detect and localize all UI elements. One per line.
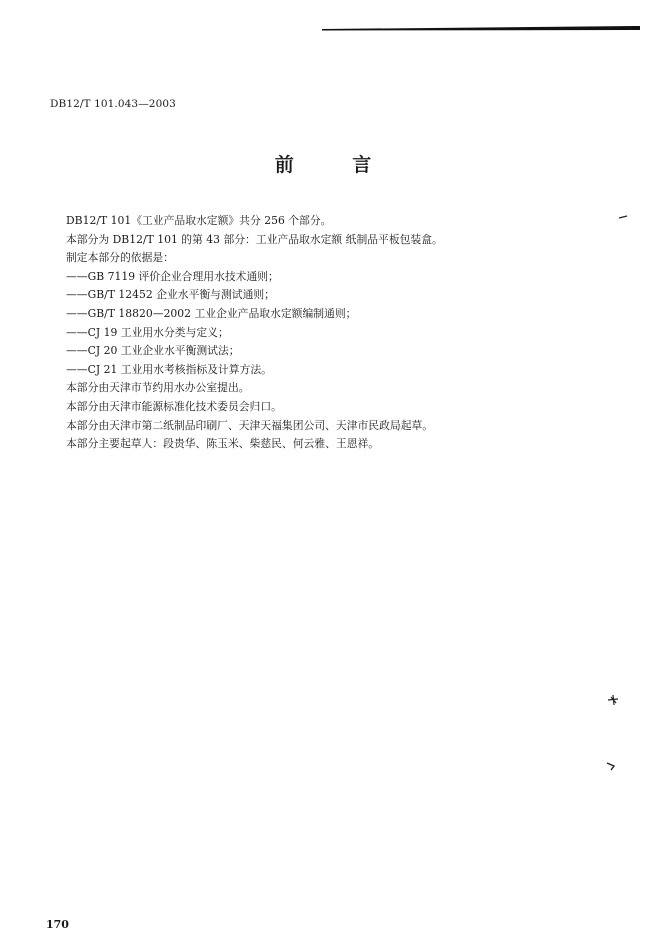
scan-mark: [606, 693, 620, 707]
reference-item: ——GB 7119 评价企业合理用水技术通则；: [66, 269, 279, 283]
document-code: DB12/T 101.043—2003: [50, 98, 176, 110]
page-title: 前 言: [274, 154, 398, 176]
scan-mark: [606, 761, 616, 771]
page-number: 170: [46, 918, 69, 931]
preface-line: 本部分由天津市节约用水办公室提出。: [66, 381, 250, 395]
reference-item: ——CJ 21 工业用水考核指标及计算方法。: [66, 362, 272, 376]
preface-line: 本部分为 DB12/T 101 的第 43 部分：工业产品取水定额 纸制品平板包装盒。: [66, 232, 443, 246]
reference-item: ——CJ 19 工业用水分类与定义；: [66, 325, 229, 339]
preface-line: 本部分主要起草人：段贵华、陈玉米、柴慈民、何云雅、王恩祥。: [66, 437, 380, 451]
scan-mark: [618, 214, 628, 220]
preface-line: 制定本部分的依据是：: [66, 251, 174, 265]
preface-body: [66, 212, 626, 454]
preface-line: DB12/T 101《工业产品取水定额》共分 256 个部分。: [66, 214, 332, 227]
header-rule: [322, 26, 640, 31]
preface-line: 本部分由天津市能源标准化技术委员会归口。: [66, 399, 282, 413]
reference-item: ——CJ 20 工业企业水平衡测试法；: [66, 344, 240, 358]
reference-item: ——GB/T 18820—2002 工业企业产品取水定额编制通则；: [66, 306, 357, 320]
preface-line: 本部分由天津市第二纸制品印刷厂、天津天福集团公司、天津市民政局起草。: [66, 418, 434, 432]
reference-item: ——GB/T 12452 企业水平衡与测试通则；: [66, 288, 275, 302]
